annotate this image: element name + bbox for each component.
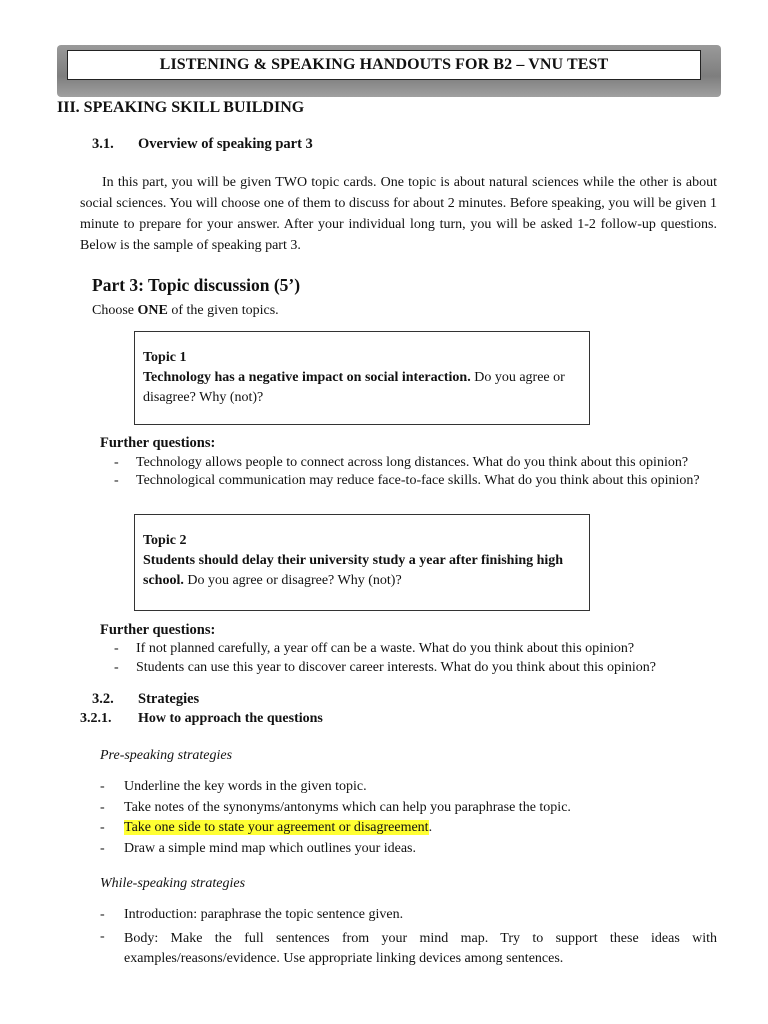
- topic-text: Technology has a negative impact on social interaction. Do you agree or disagree? Why (not)?: [143, 370, 565, 405]
- subsection-number: 3.2.1.: [80, 711, 112, 726]
- subsection-title: Strategies: [138, 691, 200, 707]
- topic-card-1: [134, 331, 590, 425]
- subsection-number: 3.2.: [92, 691, 114, 707]
- section-title: III. SPEAKING SKILL BUILDING: [57, 99, 305, 116]
- topic-card-2: [134, 514, 590, 611]
- intro-text: In this part, you will be given TWO topic cards. One topic is about natural sciences while the other is about social sciences. You will choose one of them to discuss for about 2 minutes. Before speaking, you will be given 1 minute to prepare for your answer. After your individual long turn, you will be asked 1-2 follow-up questions. Below is the sample of speaking part 3.: [80, 175, 717, 253]
- header-banner-title: LISTENING & SPEAKING HANDOUTS FOR B2 – VNU TEST: [67, 50, 701, 80]
- subsection-title: Overview of speaking part 3: [138, 136, 313, 152]
- subsection-heading-3-1: [92, 136, 313, 153]
- pre-speaking-title: Pre-speaking strategies: [100, 748, 233, 763]
- further-questions-title-1: Further questions:: [100, 435, 216, 451]
- part3-heading: Part 3: Topic discussion (5’): [92, 275, 301, 295]
- strategy-bullet-body: Body: Make the full sentences from your mind map. Try to support these ideas with examples/reasons/evidence. Use appropriate linking devices among sentences.: [124, 931, 717, 966]
- further-questions-title-2: Further questions:: [100, 622, 216, 638]
- subsection-title: How to approach the questions: [138, 711, 323, 726]
- subsection-heading-3-2: [92, 691, 199, 708]
- while-speaking-title: While-speaking strategies: [100, 876, 246, 891]
- topic-label: Topic 2: [143, 533, 187, 548]
- choose-instruction: Choose ONE of the given topics.: [92, 303, 279, 318]
- subsection-number: 3.1.: [92, 136, 114, 152]
- topic-text: Students should delay their university study a year after finishing high school. Do you agree or disagree? Why (not)?: [143, 553, 564, 588]
- intro-paragraph: [80, 172, 717, 256]
- highlighted-text: Take one side to state your agreement or disagreement: [124, 820, 429, 835]
- topic-label: Topic 1: [143, 350, 187, 365]
- subsection-heading-3-2-1: [80, 711, 323, 727]
